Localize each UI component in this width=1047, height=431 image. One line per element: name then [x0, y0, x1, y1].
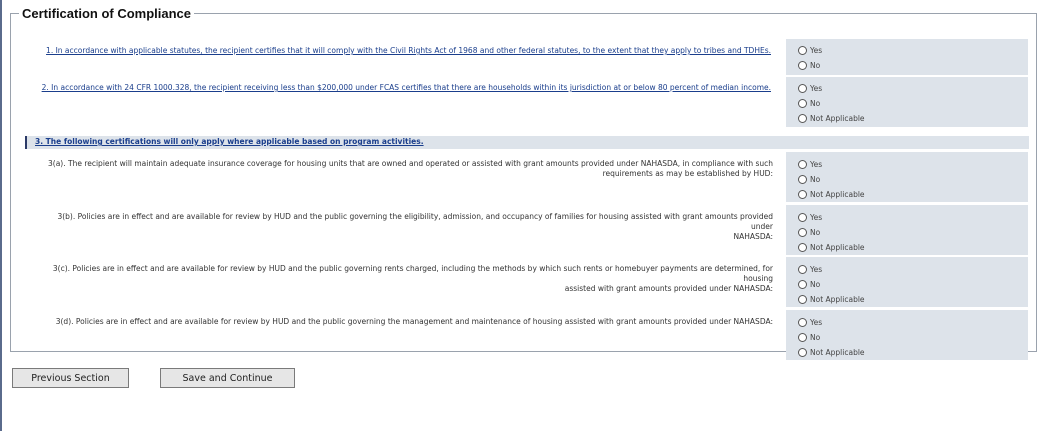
q3d-yes-radio[interactable]: Yes	[798, 316, 822, 328]
q3c-yes-radio[interactable]: Yes	[798, 263, 822, 275]
q3c-no-radio[interactable]: No	[798, 278, 820, 290]
question-3b-options	[786, 205, 1028, 255]
radio-icon	[798, 46, 807, 55]
question-3d-options	[786, 310, 1028, 360]
question-2-link[interactable]: 2. In accordance with 24 CFR 1000.328, the recipient receiving less than $200,000 under FCAS certifies that there are households within its jurisdiction at or below 80 percent of median income.	[41, 83, 771, 92]
question-3b-text: 3(b). Policies are in effect and are available for review by HUD and the public governing the eligibility, admission, and occupancy of families for housing assisted with grant amounts provided under NAHASDA:	[57, 212, 773, 241]
q3b-yes-radio[interactable]: Yes	[798, 211, 822, 223]
previous-section-button[interactable]: Previous Section	[12, 368, 129, 388]
section-3-heading-link[interactable]: 3. The following certifications will only apply where applicable based on program activities.	[35, 137, 424, 146]
q3a-na-radio[interactable]: Not Applicable	[798, 188, 865, 200]
q2-yes-radio[interactable]: Yes	[798, 82, 822, 94]
radio-icon	[798, 175, 807, 184]
q3d-na-radio[interactable]: Not Applicable	[798, 346, 865, 358]
q2-no-radio[interactable]: No	[798, 97, 820, 109]
radio-icon	[798, 114, 807, 123]
question-3c-options	[786, 257, 1028, 307]
radio-icon	[798, 348, 807, 357]
radio-icon	[798, 295, 807, 304]
q3b-no-radio[interactable]: No	[798, 226, 820, 238]
question-3d-text: 3(d). Policies are in effect and are available for review by HUD and the public governing the management and maintenance of housing assisted with grant amounts provided under NAHASDA:	[55, 317, 773, 326]
question-3a-text: 3(a). The recipient will maintain adequate insurance coverage for housing units that are owned and operated or assisted with grant amounts provided under NAHASDA, in compliance with such requirements as may be established by HUD:	[48, 159, 773, 178]
radio-icon	[798, 160, 807, 169]
q3b-na-radio[interactable]: Not Applicable	[798, 241, 865, 253]
section-title: Certification of Compliance	[22, 6, 192, 21]
radio-icon	[798, 190, 807, 199]
question-1-options	[786, 39, 1028, 75]
radio-icon	[798, 61, 807, 70]
radio-icon	[798, 333, 807, 342]
section-3-band	[25, 136, 1029, 149]
radio-icon	[798, 243, 807, 252]
certification-fieldset	[10, 6, 1037, 357]
q3c-na-radio[interactable]: Not Applicable	[798, 293, 865, 305]
radio-icon	[798, 318, 807, 327]
radio-icon	[798, 84, 807, 93]
radio-icon	[798, 213, 807, 222]
radio-icon	[798, 280, 807, 289]
q3d-no-radio[interactable]: No	[798, 331, 820, 343]
radio-icon	[798, 99, 807, 108]
left-edge-rule	[0, 0, 2, 431]
q1-no-radio[interactable]: No	[798, 59, 820, 71]
q1-yes-radio[interactable]: Yes	[798, 44, 822, 56]
question-1-link[interactable]: 1. In accordance with applicable statutes, the recipient certifies that it will comply with the Civil Rights Act of 1968 and other federal statutes, to the extent that they apply to tribes and TDHEs.	[46, 46, 771, 55]
radio-icon	[798, 265, 807, 274]
q3a-no-radio[interactable]: No	[798, 173, 820, 185]
question-3a-options	[786, 152, 1028, 202]
save-and-continue-button[interactable]: Save and Continue	[160, 368, 295, 388]
question-3c-text: 3(c). Policies are in effect and are available for review by HUD and the public governing rents charged, including the methods by which such rents or homebuyer payments are determined, for housing assisted with grant amounts provided under NAHASDA:	[52, 264, 773, 293]
radio-icon	[798, 228, 807, 237]
q3a-yes-radio[interactable]: Yes	[798, 158, 822, 170]
question-2-options	[786, 77, 1028, 127]
q2-na-radio[interactable]: Not Applicable	[798, 112, 865, 124]
